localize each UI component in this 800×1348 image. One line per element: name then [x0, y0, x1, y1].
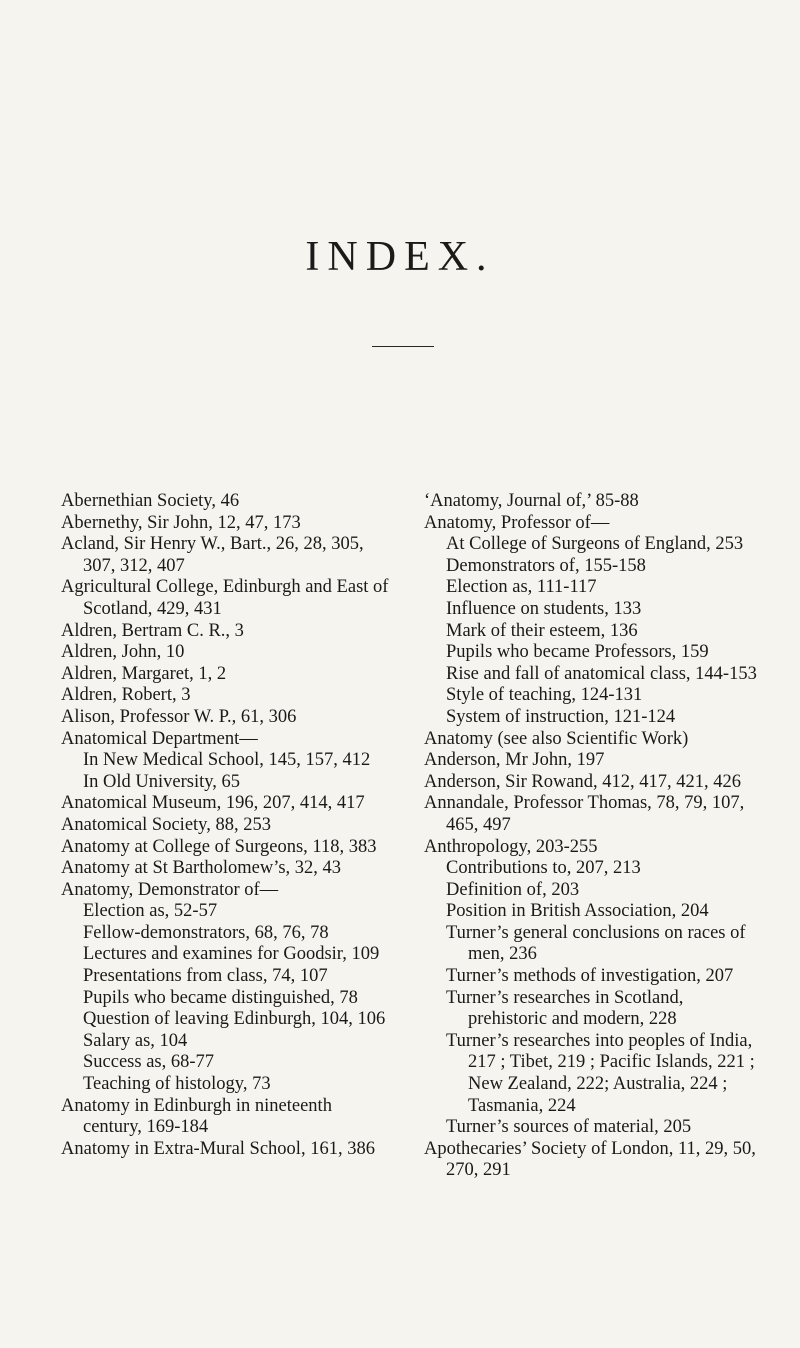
index-subentry: Turner’s methods of investigation, 207	[446, 966, 734, 987]
index-subentry: Presentations from class, 74, 107	[83, 966, 328, 987]
index-entry: Aldren, John, 10	[61, 642, 185, 663]
index-subentry: Salary as, 104	[83, 1030, 188, 1051]
index-subentry: Success as, 68-77	[83, 1052, 215, 1073]
index-subentry: In Old University, 65	[83, 771, 241, 792]
index-entry: Anthropology, 203-255	[424, 836, 598, 857]
right-index-column	[424, 491, 757, 1182]
index-entry: Abernethy, Sir John, 12, 47, 173	[61, 512, 301, 533]
index-entry: Anderson, Mr John, 197	[424, 750, 605, 771]
index-subentry: Rise and fall of anatomical class, 144-153	[446, 663, 757, 684]
index-entry: Anatomy at College of Surgeons, 118, 383	[61, 836, 377, 857]
index-subentry: At College of Surgeons of England, 253	[446, 534, 744, 555]
index-entry: Aldren, Bertram C. R., 3	[61, 620, 244, 641]
index-entry: Apothecaries’ Society of London, 11, 29, 50, 270, 291	[424, 1138, 756, 1181]
index-entry: Anatomy in Edinburgh in nineteenth century, 169-184	[61, 1095, 332, 1138]
index-entry: Alison, Professor W. P., 61, 306	[61, 706, 297, 727]
index-entry: Annandale, Professor Thomas, 78, 79, 107, 465, 497	[424, 793, 745, 835]
index-subentry: Definition of, 203	[446, 879, 580, 900]
index-subentry: Mark of their esteem, 136	[446, 620, 638, 641]
index-entry: Anderson, Sir Rowand, 412, 417, 421, 426	[424, 771, 742, 792]
index-entry: Anatomical Museum, 196, 207, 414, 417	[61, 793, 365, 814]
index-entry: Anatomy (see also Scientific Work)	[424, 728, 689, 749]
index-subentry: Question of leaving Edinburgh, 104, 106	[83, 1009, 386, 1030]
index-subentry: Turner’s sources of material, 205	[446, 1117, 692, 1138]
index-entry: Aldren, Margaret, 1, 2	[61, 663, 227, 684]
index-subentry: Pupils who became Professors, 159	[446, 642, 709, 663]
index-entry: Acland, Sir Henry W., Bart., 26, 28, 305, 307, 312, 407	[61, 534, 364, 576]
index-entry: Anatomical Department—	[61, 728, 258, 749]
index-subentry: Pupils who became distinguished, 78	[83, 987, 358, 1008]
index-subentry: Influence on students, 133	[446, 598, 642, 619]
index-entry: Abernethian Society, 46	[61, 491, 240, 511]
left-index-column	[61, 491, 394, 1160]
index-subentry: Turner’s researches in Scotland, prehistoric and modern, 228	[446, 987, 684, 1030]
index-subentry: System of instruction, 121-124	[446, 706, 676, 727]
index-entry: ‘Anatomy, Journal of,’ 85-88	[424, 491, 639, 511]
index-entry: Aldren, Robert, 3	[61, 685, 191, 706]
title-rule	[372, 346, 434, 347]
index-entry: Anatomy, Demonstrator of—	[61, 879, 279, 900]
index-subentry: Demonstrators of, 155-158	[446, 555, 646, 576]
index-subentry: Teaching of histology, 73	[83, 1074, 271, 1095]
index-entry: Anatomy at St Bartholomew’s, 32, 43	[61, 858, 342, 879]
index-entry: Agricultural College, Edinburgh and East of Scotland, 429, 431	[61, 577, 389, 619]
index-subentry: Turner’s researches into peoples of India, 217 ; Tibet, 219 ; Pacific Islands, 221 ; New Zealand, 222; Australia, 224 ; Tasmania, 224	[446, 1030, 755, 1116]
index-subentry: Contributions to, 207, 213	[446, 858, 641, 879]
index-subentry: Lectures and examines for Goodsir, 109	[83, 944, 380, 965]
index-entry: Anatomy in Extra-Mural School, 161, 386	[61, 1138, 375, 1159]
index-subentry: Election as, 52-57	[83, 901, 218, 922]
index-entry: Anatomy, Professor of—	[424, 512, 610, 533]
index-subentry: Election as, 111-117	[446, 577, 597, 598]
index-subentry: Turner’s general conclusions on races of men, 236	[446, 922, 746, 965]
index-entry: Anatomical Society, 88, 253	[61, 814, 271, 835]
index-subentry: Position in British Association, 204	[446, 901, 709, 922]
index-subentry: Fellow-demonstrators, 68, 76, 78	[83, 922, 329, 943]
page-title: INDEX.	[305, 234, 495, 280]
index-subentry: Style of teaching, 124-131	[446, 685, 643, 706]
index-subentry: In New Medical School, 145, 157, 412	[83, 750, 371, 771]
